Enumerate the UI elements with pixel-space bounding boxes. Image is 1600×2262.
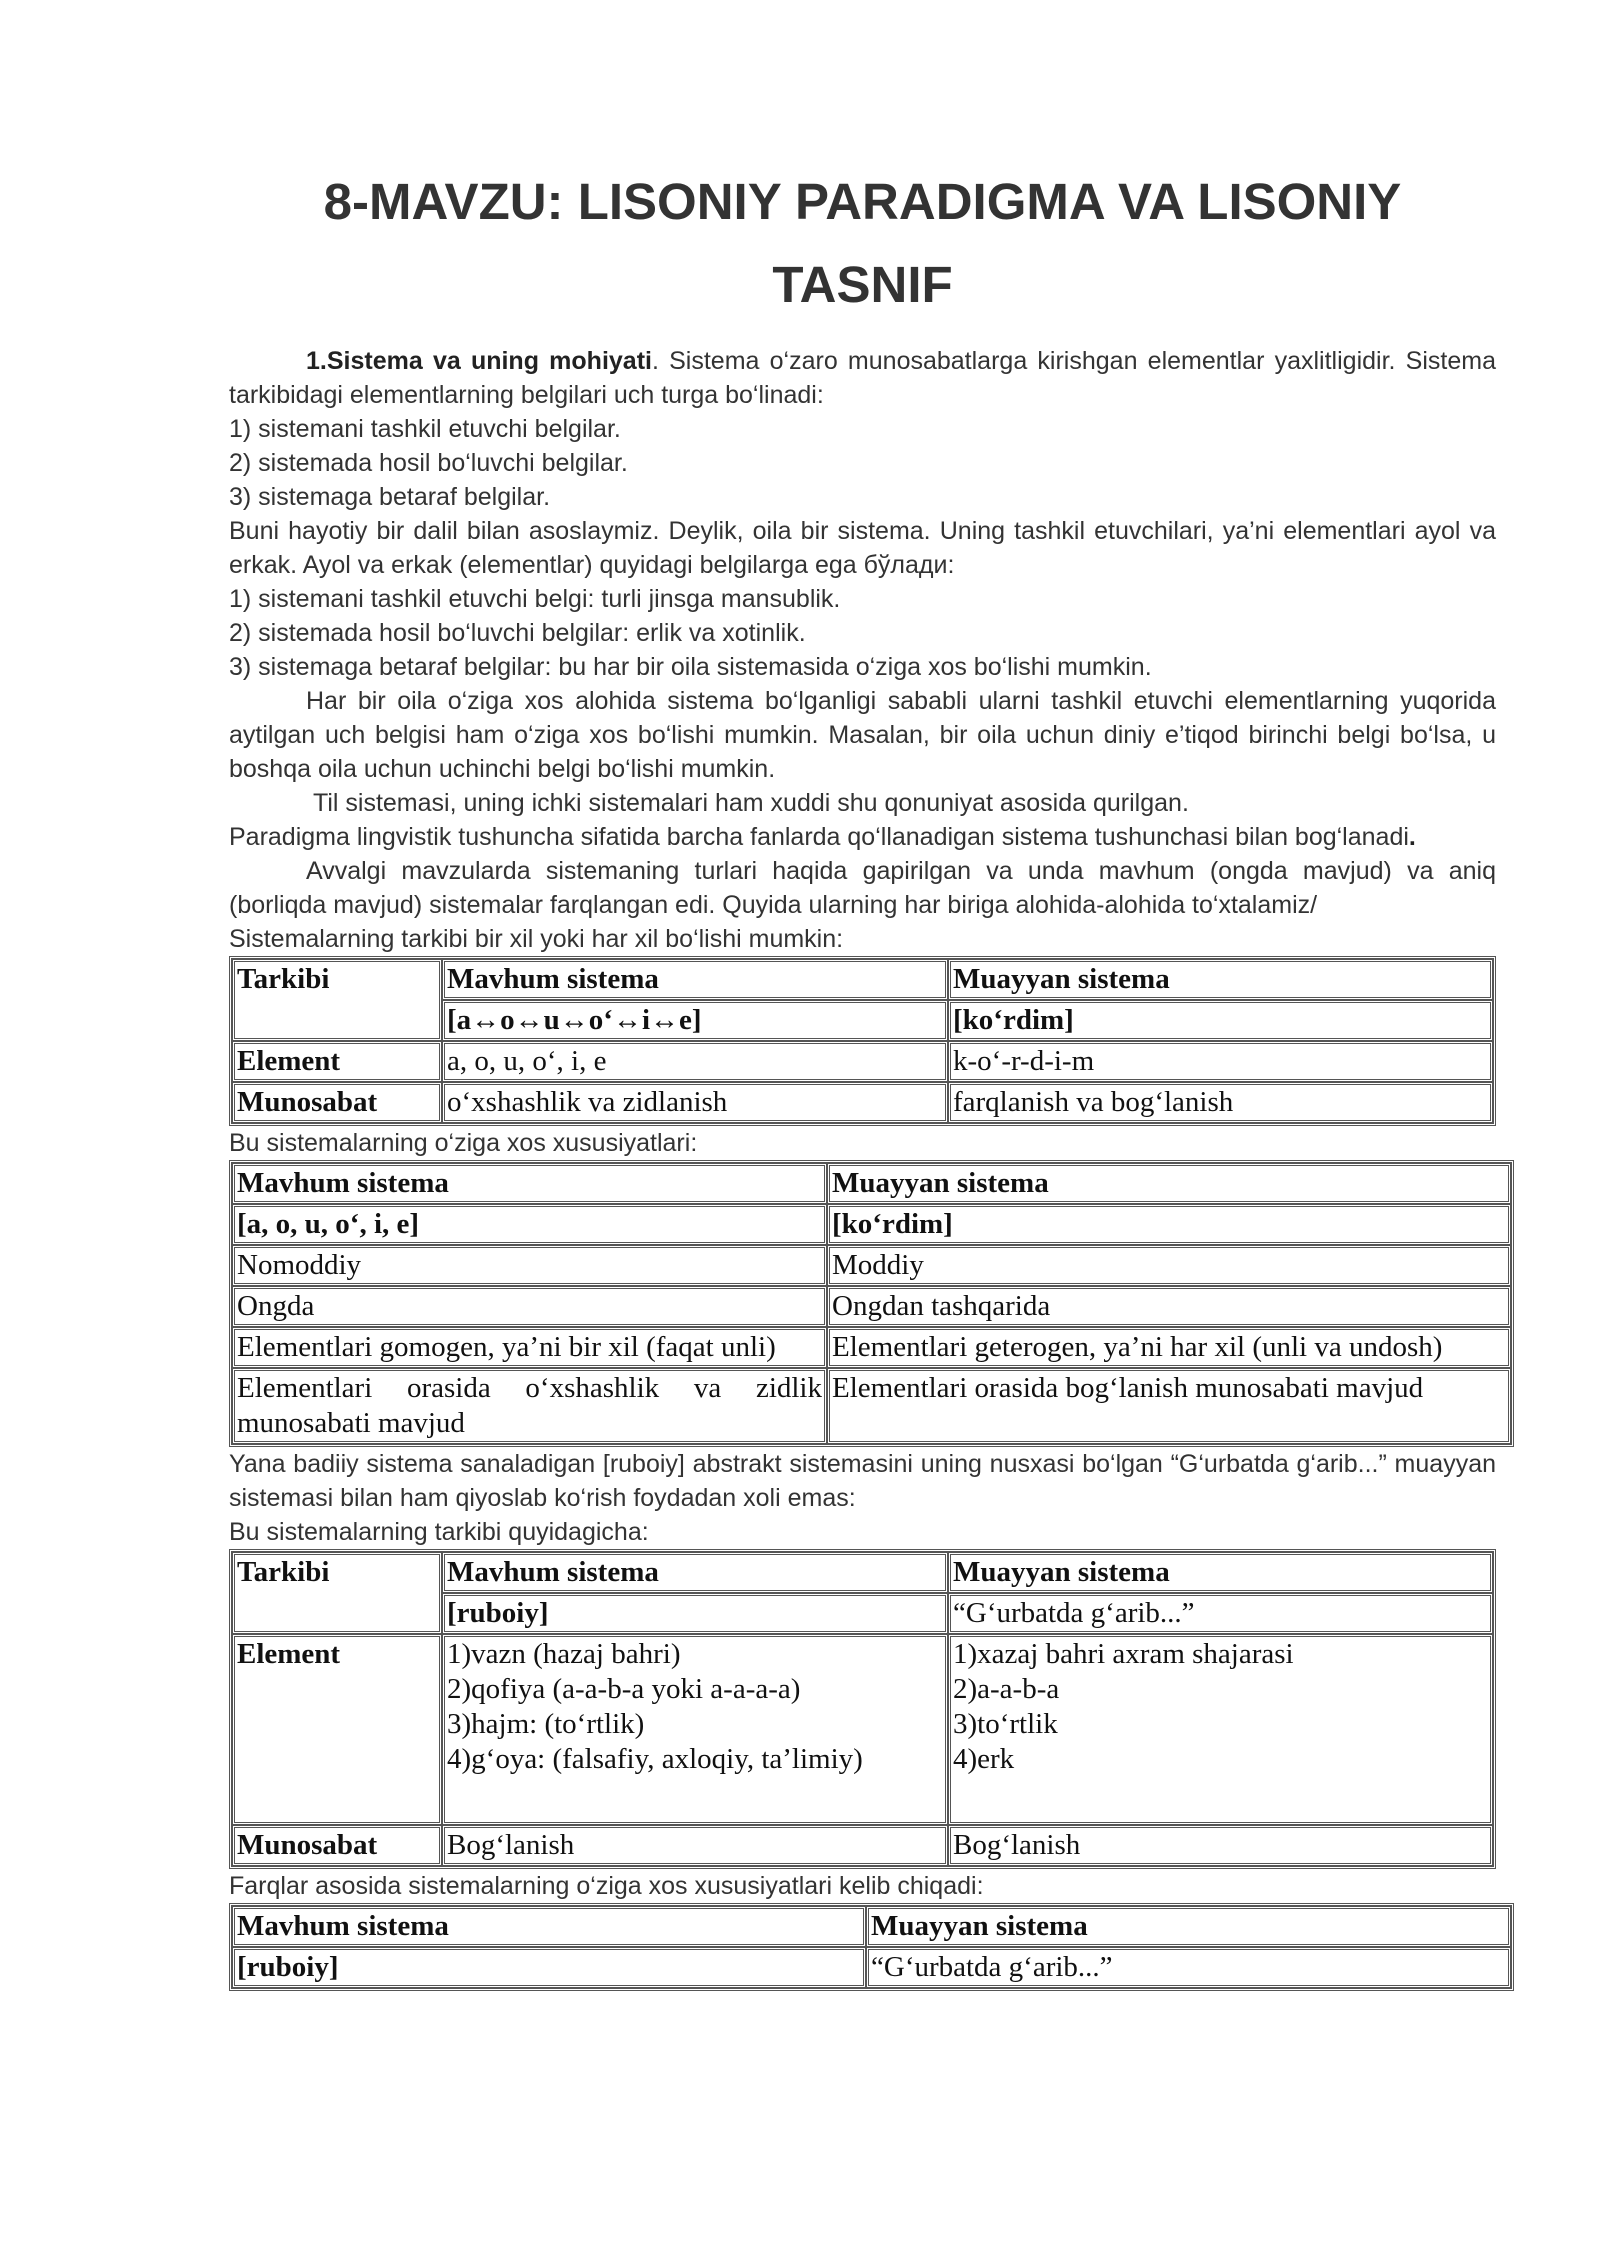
table-row [232,1204,1511,1245]
table-row [232,1825,1493,1866]
composition-table [229,956,1496,1126]
table-cell: Element [232,1041,442,1082]
table-row [232,1634,1493,1825]
list-item: 2)a-a-b-a [953,1673,1060,1705]
list1-item: 2) sistemada hosil bo‘luvchi belgilar. [229,449,628,477]
list2-item: 1) sistemani tashkil etuvchi belgi: turli jinsga mansublik. [229,585,841,613]
table-header-cell: Tarkibi [232,959,442,1041]
table-cell: Element [232,1634,442,1825]
table-header-cell: Muayyan sistema [866,1906,1511,1947]
list-item: 1)xazaj bahri axram shajarasi [953,1638,1294,1670]
table-cell: a, o, u, o‘, i, e [442,1041,948,1082]
table-header-cell: Mavhum sistema [232,1906,866,1947]
table-cell: [ko‘rdim] [948,1000,1493,1041]
table-cell: Bog‘lanish [442,1825,948,1866]
paradigm-text: Paradigma lingvistik tushuncha sifatida barcha fanlarda qo‘llanadigan sistema tushunchasi bilan bog‘lanadi [229,823,1409,851]
table-header-cell: Mavhum sistema [232,1163,827,1204]
table-row [232,1286,1511,1327]
intro-text: . Sistema o‘zaro munosabatlarga kirishgan elementlar yaxlitligidir. Sistema tarkibidagi elementlarning belgilari uch turga bo‘linadi: [229,347,1496,409]
document-page [229,160,1496,1991]
table-cell: [ruboiy] [442,1593,948,1634]
table-row [232,1327,1511,1368]
table-row [232,1368,1511,1444]
table-cell: Nomoddiy [232,1245,827,1286]
features-table [229,1160,1514,1447]
table-cell [948,1634,1493,1825]
intro-paragraph [229,344,1496,412]
table-cell: Munosabat [232,1082,442,1123]
paragraph-features: Bu sistemalarning o‘ziga xos xususiyatlari: [229,1129,698,1157]
list-item: 3)hajm: (to‘rtlik) [447,1708,645,1740]
table-cell: [a↔o↔u↔o‘↔i↔e] [442,1000,948,1041]
table-cell: Ongdan tashqarida [827,1286,1511,1327]
table-row [232,1041,1493,1082]
paragraph-example: Buni hayotiy bir dalil bilan asoslaymiz. Deylik, oila bir sistema. Uning tashkil etuvchilari, ya’ni elementlari ayol va erkak. Ayol va erkak (elementlar) quyidagi belgilarga ega бўлади: [229,517,1496,579]
ruboiy-composition-table [229,1549,1496,1869]
table-cell: [a, o, u, o‘, i, e] [232,1204,827,1245]
paragraph-ruboiy: Yana badiiy sistema sanaladigan [ruboiy] abstrakt sistemasini uning nusxasi bo‘lgan “G‘urbatda g‘arib...” muayyan sistemasi bilan ham qiyoslab ko‘rish foydadan xoli emas: [229,1450,1496,1512]
list2-item: 2) sistemada hosil bo‘luvchi belgilar: erlik va xotinlik. [229,619,806,647]
table-cell: Elementlari gomogen, ya’ni bir xil (faqat unli) [232,1327,827,1368]
page-title: 8-MAVZU: LISONIY PARADIGMA VA LISONIY TASNIF [323,173,1402,313]
list-item: 1)vazn (hazaj bahri) [447,1638,681,1670]
table-header-cell: Muayyan sistema [948,1552,1493,1593]
table-header-cell: Tarkibi [232,1552,442,1634]
table-cell: o‘xshashlik va zidlanish [442,1082,948,1123]
list-item: 4)g‘oya: (falsafiy, axloqiy, ta’limiy) [447,1743,863,1775]
table-header-cell: Mavhum sistema [442,959,948,1000]
list-item: 3)to‘rtlik [953,1708,1058,1740]
paragraph-paradigm [229,820,1496,854]
paragraph-ruboiy-composition: Bu sistemalarning tarkibi quyidagicha: [229,1518,649,1546]
table-cell: Bog‘lanish [948,1825,1493,1866]
table-cell: “G‘urbatda g‘arib...” [866,1947,1511,1988]
table-header-cell: Mavhum sistema [442,1552,948,1593]
table-cell [442,1634,948,1825]
section-heading: 1.Sistema va uning mohiyati [306,347,652,375]
paradigm-period: . [1408,823,1416,851]
table-cell: [ko‘rdim] [827,1204,1511,1245]
ruboiy-features-table [229,1903,1514,1991]
table-row [232,1906,1511,1947]
table-cell: “G‘urbatda g‘arib...” [948,1593,1493,1634]
table-cell: Ongda [232,1286,827,1327]
table-row [232,1552,1493,1593]
paragraph-previous-topics: Avvalgi mavzularda sistemaning turlari haqida gapirilgan va unda mavhum (ongda mavjud) va aniq (borliqda mavjud) sistemalar farqlangan edi. Quyida ularning har biriga alohida-alohida to‘xtalamiz/ [229,857,1496,919]
table-cell: Elementlari geterogen, ya’ni har xil (unli va undosh) [827,1327,1511,1368]
paragraph-differences: Farqlar asosida sistemalarning o‘ziga xos xususiyatlari kelib chiqadi: [229,1872,984,1900]
table-row [232,959,1493,1000]
list-item: 2)qofiya (a-a-b-a yoki a-a-a-a) [447,1673,801,1705]
table-cell: Elementlari orasida o‘xshashlik va zidlik munosabati mavjud [232,1368,827,1444]
paragraph-composition: Sistemalarning tarkibi bir xil yoki har xil bo‘lishi mumkin: [229,925,844,953]
table-cell: farqlanish va bog‘lanish [948,1082,1493,1123]
list1-item: 3) sistemaga betaraf belgilar. [229,483,551,511]
table-row [232,1163,1511,1204]
table-row [232,1245,1511,1286]
paragraph-language-system: Til sistemasi, uning ichki sistemalari ham xuddi shu qonuniyat asosida qurilgan. [313,789,1189,817]
table-row [232,1082,1493,1123]
table-cell: [ruboiy] [232,1947,866,1988]
table-header-cell: Muayyan sistema [948,959,1493,1000]
list-item: 4)erk [953,1743,1015,1775]
table-header-cell: Muayyan sistema [827,1163,1511,1204]
table-cell: Munosabat [232,1825,442,1866]
paragraph-family-system: Har bir oila o‘ziga xos alohida sistema bo‘lganligi sababli ularni tashkil etuvchi elementlarning yuqorida aytilgan uch belgisi ham o‘ziga xos bo‘lishi mumkin. Masalan, bir oila uchun diniy e’tiqod birinchi belgi bo‘lsa, u boshqa oila uchun uchinchi belgi bo‘lishi mumkin. [229,687,1496,783]
list2-item: 3) sistemaga betaraf belgilar: bu har bir oila sistemasida o‘ziga xos bo‘lishi mumkin. [229,653,1152,681]
table-cell: k-o‘-r-d-i-m [948,1041,1493,1082]
table-cell: Elementlari orasida bog‘lanish munosabati mavjud [827,1368,1511,1444]
table-cell: Moddiy [827,1245,1511,1286]
list1-item: 1) sistemani tashkil etuvchi belgilar. [229,415,621,443]
table-row [232,1947,1511,1988]
